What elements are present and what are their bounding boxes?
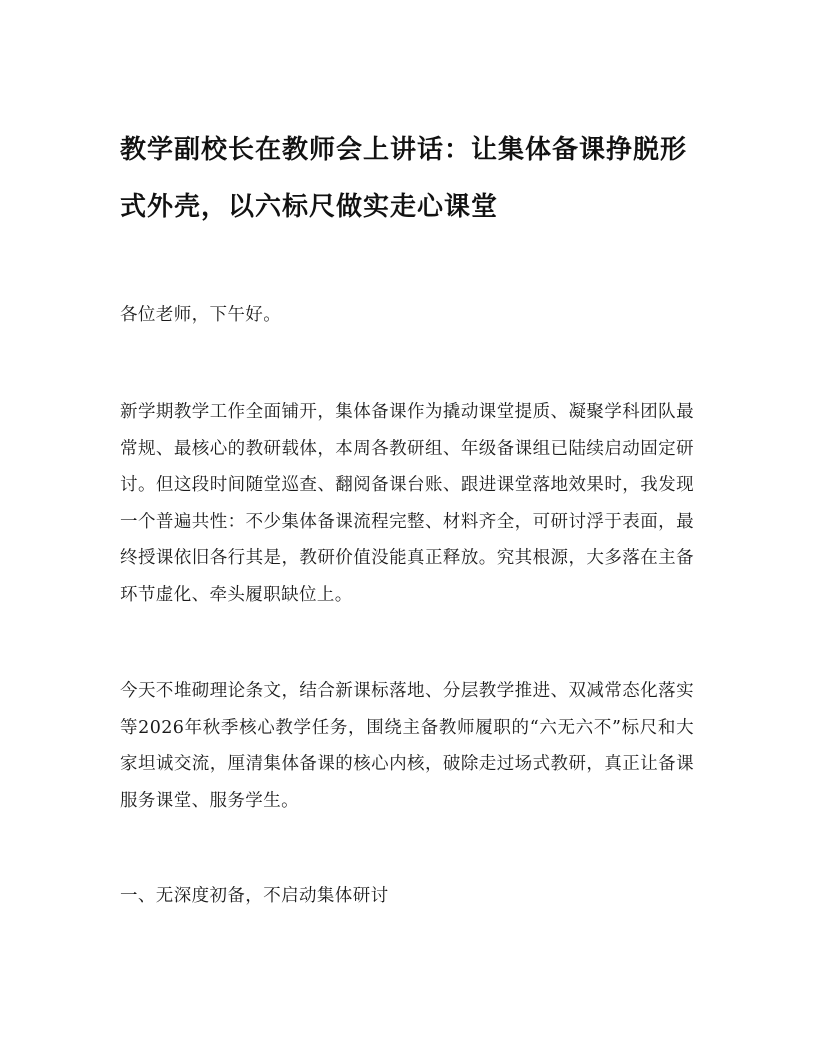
section-heading-1: 一、无深度初备，不启动集体研讨: [120, 886, 389, 906]
purpose-paragraph: 今天不堆砌理论条文，结合新课标落地、分层教学推进、双减常态化落实等2026年秋季核心教学任务，围绕主备教师履职的“六无六不”标尺和大家坦诚交流，厘清集体备课的核心内核，破除走过场式教研，真正让备课服务课堂、服务学生。: [120, 681, 694, 811]
intro-paragraph: 新学期教学工作全面铺开，集体备课作为撬动课堂提质、凝聚学科团队最常规、最核心的教研载体，本周各教研组、年级备课组已陆续启动固定研讨。但这段时间随堂巡查、翻阅备课台账、跟进课堂落地效果时，我发现一个普遍共性：不少集体备课流程完整、材料齐全，可研讨浮于表面，最终授课依旧各行其是，教研价值没能真正释放。究其根源，大多落在主备环节虚化、牵头履职缺位上。: [120, 402, 694, 605]
greeting-paragraph: 各位老师，下午好。: [120, 305, 282, 325]
document-title: 教学副校长在教师会上讲话：让集体备课挣脱形式外壳，以六标尺做实走心课堂: [120, 135, 688, 222]
